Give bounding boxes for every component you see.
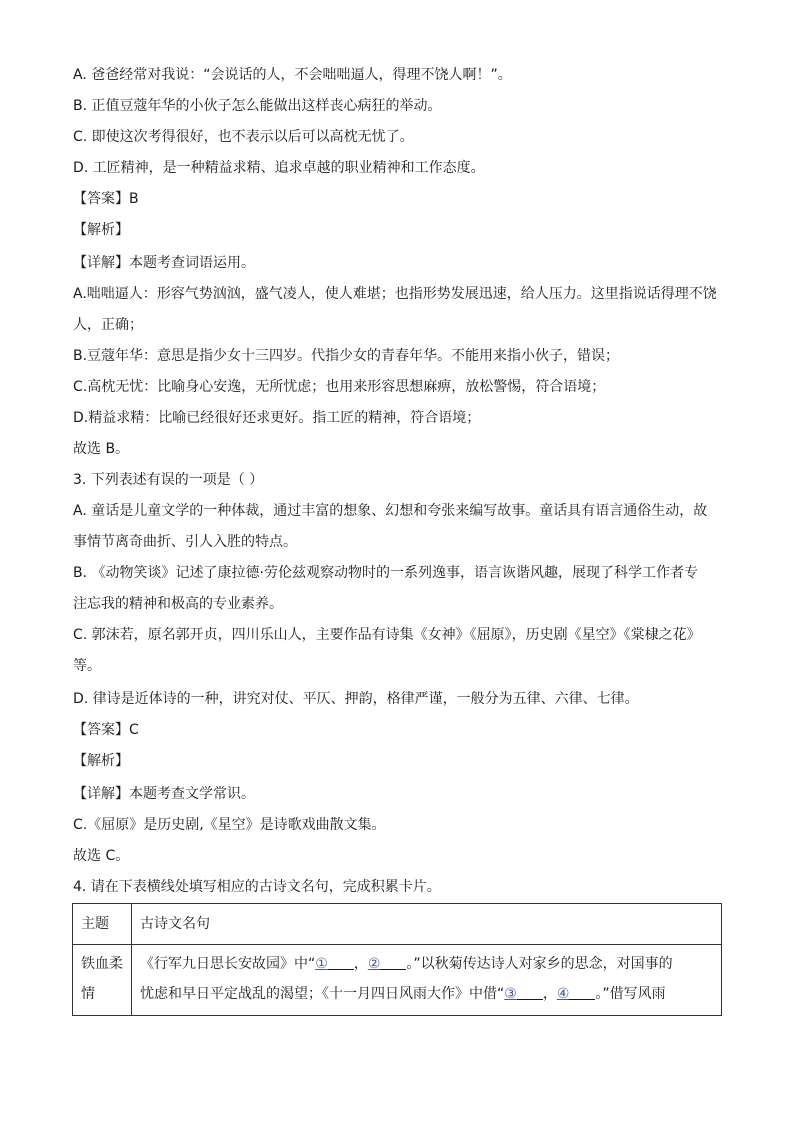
question-4-stem: 4. 请在下表横线处填写相应的古诗文名句，完成积累卡片。 [73,879,441,895]
detail-line: 【详解】本题考查词语运用。 [73,255,255,271]
content-text: 。”借写风雨 [595,986,666,1002]
explanation-d: D.精益求精：比喻已经很好还求更好。指工匠的精神，符合语境； [73,410,481,426]
q3-detail-line: 【详解】本题考查文学常识。 [73,786,255,802]
content-text: 。”以秋菊传达诗人对家乡的思念，对国事的 [406,956,673,972]
option-c: C. 即使这次考得很好，也不表示以后可以高枕无忧了。 [73,129,414,145]
content-text: 《行军九日思长安故园》中“ [140,956,316,972]
table-header-row [73,904,722,945]
blank-1[interactable] [328,953,354,970]
q3-explanation: C.《屈原》是历史剧,《星空》是诗歌戏曲散文集。 [73,817,386,833]
separator: ， [542,986,557,1002]
q3-answer-label: 【答案】C [73,722,139,738]
table-row [73,945,722,1016]
blank-4-marker: ④ [556,986,570,1002]
topic-text: 铁血柔情 [81,956,123,1002]
header-topic: 主题 [73,904,132,945]
content-text: 忧虑和早日平定战乱的渴望；《十一月四日风雨大作》中借“ [140,986,505,1002]
conclusion: 故选 B。 [73,441,130,457]
separator: ， [353,956,368,972]
q3-conclusion: 故选 C。 [73,848,130,864]
explanation-b: B.豆蔻年华：意思是指少女十三四岁。代指少女的青春年华。不能用来指小伙子，错误； [73,348,620,364]
q3-option-b-line1: B. 《动物笑谈》记述了康拉德·劳伦兹观察动物时的一系列逸事，语言诙谐风趣，展现了科学工作者专 [73,565,698,581]
q3-option-a-line1: A. 童话是儿童文学的一种体裁，通过丰富的想象、幻想和夸张来编写故事。童话具有语言通俗生动，故 [73,503,708,519]
question-3-stem: 3. 下列表述有误的一项是（ ） [73,472,264,488]
option-b: B. 正值豆蔻年华的小伙子怎么能做出这样丧心病狂的举动。 [73,98,442,114]
explanation-a-line2: 人，正确； [73,317,143,333]
content-line-2 [140,979,713,1009]
q3-option-a-line2: 事情节离奇曲折、引人入胜的特点。 [73,534,297,550]
explanation-c: C.高枕无忧：比喻身心安逸，无所忧虑；也用来形容思想麻痹，放松警惕，符合语境； [73,379,606,395]
q3-option-c-line1: C. 郭沫若，原名郭开贞，四川乐山人，主要作品有诗集《女神》《屈原》，历史剧《星空》《棠棣之花》 [73,627,701,643]
blank-4[interactable] [569,983,595,1000]
blank-1-marker: ① [315,956,328,972]
content-line-1 [140,949,713,979]
q3-option-d: D. 律诗是近体诗的一种，讲究对仗、平仄、押韵，格律严谨，一般分为五律、六律、七律。 [73,691,639,707]
q3-option-b-line2: 注忘我的精神和极高的专业素养。 [73,596,283,612]
blank-3-marker: ③ [504,986,517,1002]
accumulation-card-table [72,903,722,1016]
topic-cell [73,945,132,1016]
q3-analysis-label: 【解析】 [73,753,129,769]
explanation-a-line1: A.咄咄逼人：形容气势汹汹，盛气凌人，使人难堪；也指形势发展迅速，给人压力。这里指说话得理不饶 [73,286,717,302]
option-a: A. 爸爸经常对我说：“会说话的人，不会咄咄逼人，得理不饶人啊！”。 [73,67,512,83]
header-content: 古诗文名句 [132,904,722,945]
blank-2[interactable] [380,953,406,970]
analysis-label: 【解析】 [73,222,129,238]
content-cell [132,945,722,1016]
answer-label: 【答案】B [73,191,139,207]
blank-2-marker: ② [367,956,381,972]
blank-3[interactable] [517,983,543,1000]
q3-option-c-line2: 等。 [73,658,101,674]
option-d: D. 工匠精神，是一种精益求精、追求卓越的职业精神和工作态度。 [73,160,485,176]
